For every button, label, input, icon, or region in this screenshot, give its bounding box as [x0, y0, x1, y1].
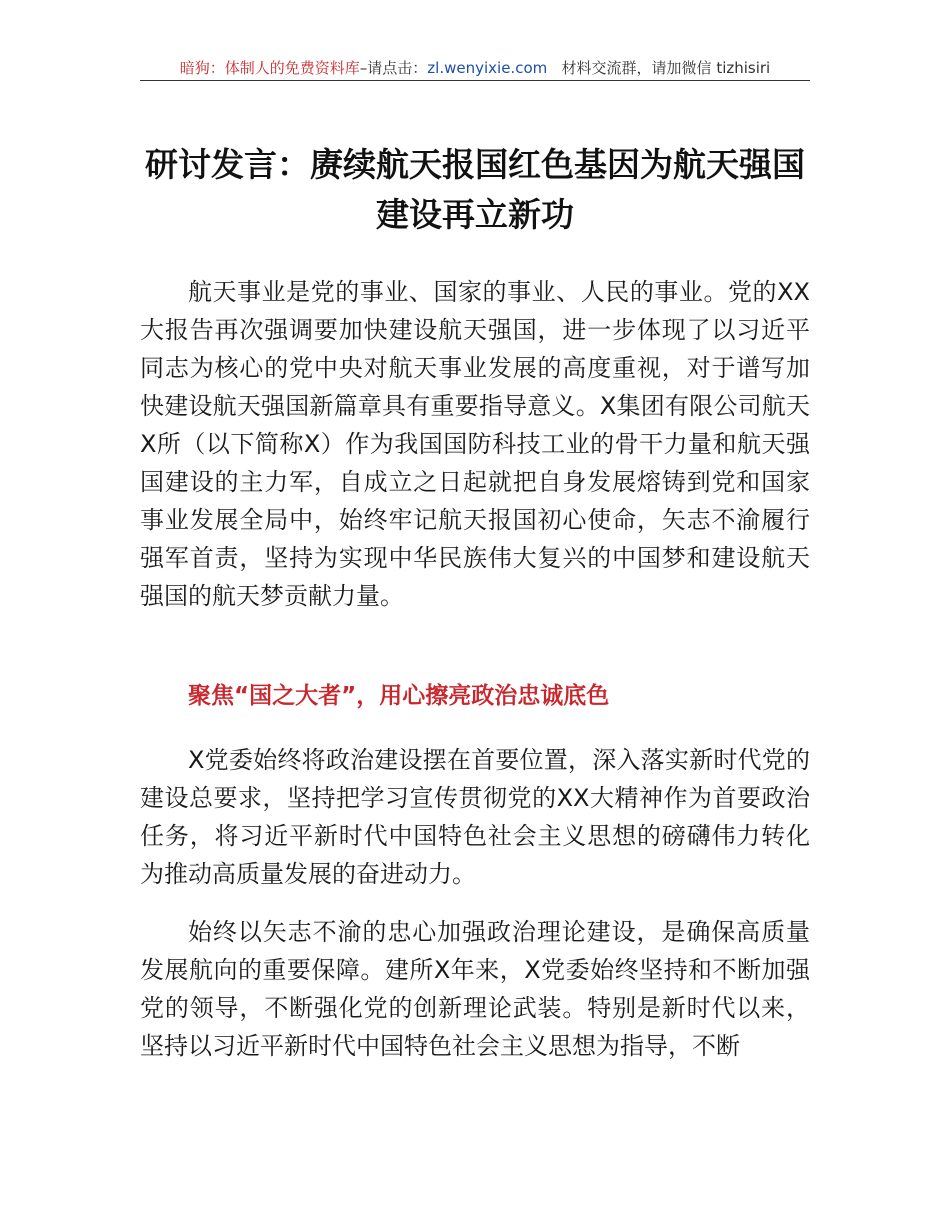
intro-section — [140, 273, 810, 615]
document-title: 研讨发言：赓续航天报国红色基因为航天强国建设再立新功 — [145, 145, 805, 234]
header-group-info: 材料交流群，请加微信 tizhisiri — [561, 59, 771, 77]
header-divider — [140, 80, 810, 81]
section-1-body — [140, 741, 810, 1065]
section-1-paragraph: X党委始终将政治建设摆在首要位置，深入落实新时代党的建设总要求，坚持把学习宣传贯彻党的XX大精神作为首要政治任务，将习近平新时代中国特色社会主义思想的磅礴伟力转化为推动高质量发展的奋进动力。 — [140, 746, 810, 888]
header-brand: 暗狗：体制人的免费资料库 — [179, 59, 360, 77]
page-header — [140, 58, 810, 80]
section-heading-1: 聚焦“国之大者”，用心擦亮政治忠诚底色 — [188, 683, 610, 709]
header-link[interactable]: zl.wenyixie.com — [427, 59, 548, 77]
intro-paragraph: 航天事业是党的事业、国家的事业、人民的事业。党的XX大报告再次强调要加快建设航天强国，进一步体现了以习近平同志为核心的党中央对航天事业发展的高度重视，对于谱写加快建设航天强国新篇章具有重要指导意义。X集团有限公司航天X所（以下简称X）作为我国国防科技工业的骨干力量和航天强国建设的主力军，自成立之日起就把自身发展熔铸到党和国家事业发展全局中，始终牢记航天报国初心使命，矢志不渝履行强军首责，坚持为实现中华民族伟大复兴的中国梦和建设航天强国的航天梦贡献力量。 — [140, 278, 810, 610]
header-prompt: –请点击： — [359, 59, 428, 77]
section-1-paragraph: 始终以矢志不渝的忠心加强政治理论建设，是确保高质量发展航向的重要保障。建所X年来，X党委始终坚持和不断加强党的领导，不断强化党的创新理论武装。特别是新时代以来，坚持以习近平新时代中国特色社会主义思想为指导，不断 — [140, 918, 810, 1060]
